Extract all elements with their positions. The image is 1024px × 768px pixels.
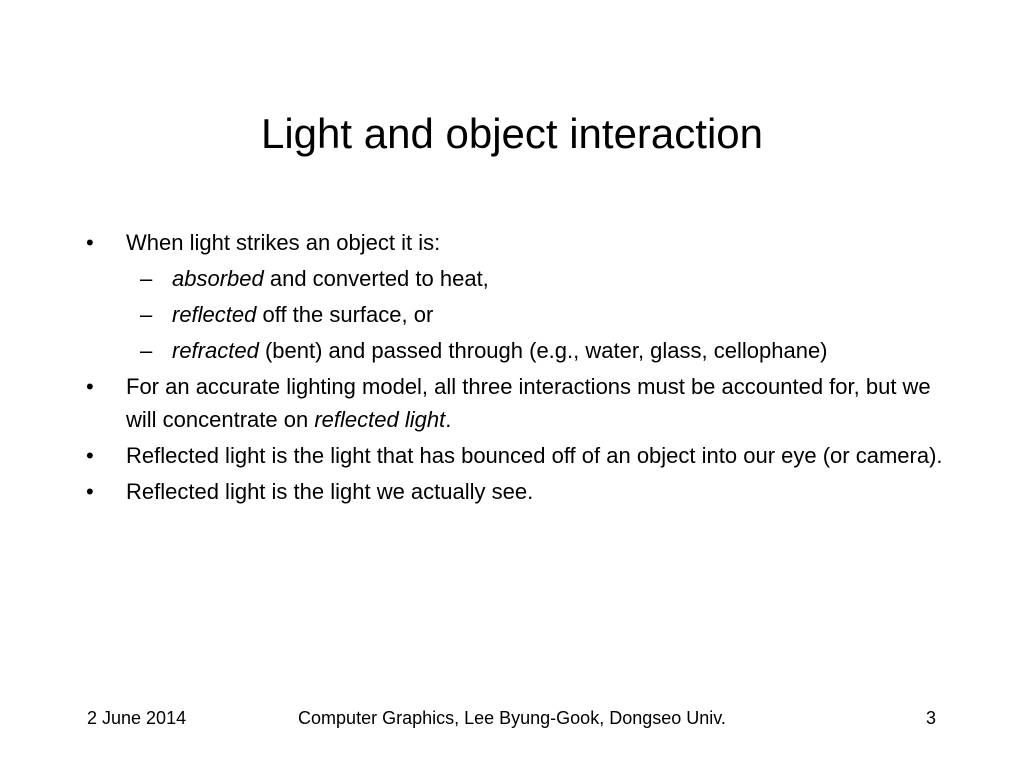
bullet-text: For an accurate lighting model, all three interactions must be accounted for, but we will concentrate on — [126, 374, 931, 432]
sub-bullet-text: and converted to heat, — [263, 266, 489, 291]
sub-bullet-item — [80, 298, 960, 331]
footer-page-number: 3 — [926, 708, 937, 728]
footer-course-info: Computer Graphics, Lee Byung-Gook, Dongseo Univ. — [298, 708, 726, 728]
emphasis-term: reflected — [172, 302, 257, 327]
bullet-item — [80, 439, 960, 472]
bullet-item — [80, 370, 960, 436]
bullet-marker: • — [86, 479, 94, 504]
sub-bullet-text: (bent) and passed through (e.g., water, glass, cellophane) — [258, 338, 828, 363]
slide-title: Light and object interaction — [260, 110, 763, 157]
bullet-item — [80, 475, 960, 508]
sub-bullet-text: off the surface, or — [256, 302, 434, 327]
sub-bullet-item — [80, 262, 960, 295]
bullet-item — [80, 226, 960, 259]
emphasis-term: reflected light — [314, 407, 446, 432]
emphasis-term: absorbed — [172, 266, 264, 291]
bullet-marker: • — [86, 443, 94, 468]
sub-bullet-marker: – — [140, 302, 153, 327]
bullet-text: When light strikes an object it is: — [126, 230, 441, 255]
bullet-text: Reflected light is the light we actually see. — [126, 479, 534, 504]
sub-bullet-marker: – — [140, 338, 153, 363]
bullet-text-end: . — [445, 407, 452, 432]
bullet-marker: • — [86, 230, 94, 255]
bullet-text: Reflected light is the light that has bounced off of an object into our eye (or camera). — [126, 443, 943, 468]
sub-bullet-item — [80, 334, 960, 367]
sub-bullet-marker: – — [140, 266, 153, 291]
bullet-marker: • — [86, 374, 94, 399]
slide-body — [80, 226, 960, 511]
footer-date: 2 June 2014 — [87, 708, 187, 728]
emphasis-term: refracted — [172, 338, 259, 363]
